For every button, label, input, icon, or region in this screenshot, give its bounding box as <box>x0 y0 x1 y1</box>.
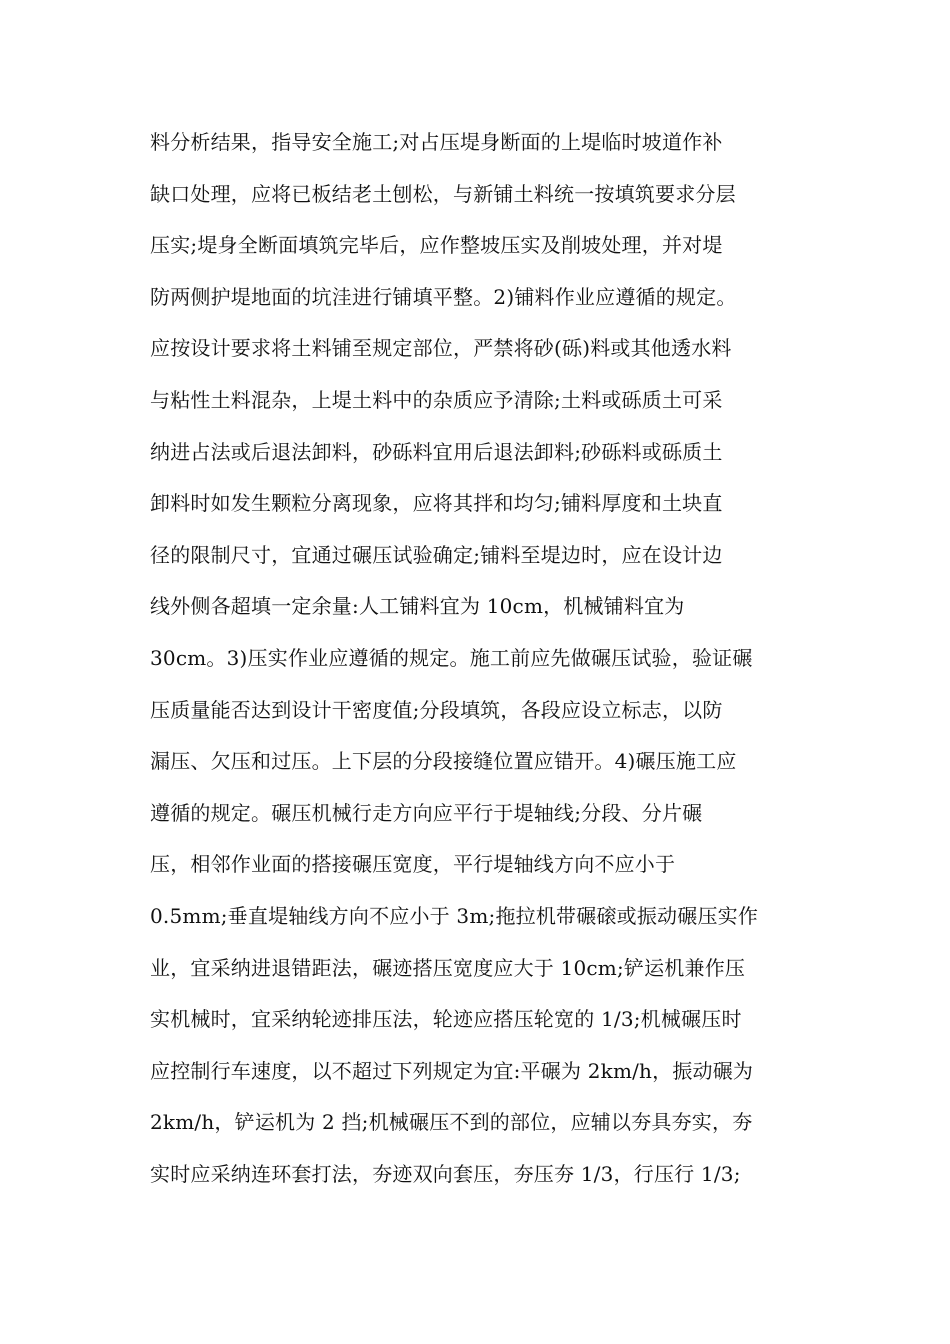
text-line: 纳进占法或后退法卸料，砂砾料宜用后退法卸料;砂砾料或砾质土 <box>150 439 723 464</box>
text-line: 应按设计要求将土料铺至规定部位，严禁将砂(砾)料或其他透水料 <box>150 336 732 361</box>
text-line: 线外侧各超填一定余量:人工铺料宜为 10cm，机械铺料宜为 <box>150 594 685 619</box>
text-line: 业，宜采纳进退错距法，碾迹搭压宽度应大于 10cm;铲运机兼作压 <box>150 955 746 980</box>
text-line: 应控制行车速度，以不超过下列规定为宜:平碾为 2km/h，振动碾为 <box>150 1058 754 1083</box>
text-line: 实机械时，宜采纳轮迹排压法，轮迹应搭压轮宽的 1/3;机械碾压时 <box>150 1007 742 1032</box>
text-line: 0.5mm;垂直堤轴线方向不应小于 3m;拖拉机带碾磙或振动碾压实作 <box>150 903 759 928</box>
text-line: 漏压、欠压和过压。上下层的分段接缝位置应错开。4)碾压施工应 <box>150 749 737 774</box>
text-line: 2km/h，铲运机为 2 挡;机械碾压不到的部位，应辅以夯具夯实，夯 <box>150 1110 753 1135</box>
body-text <box>150 117 810 1200</box>
text-line: 30cm。3)压实作业应遵循的规定。施工前应先做碾压试验，验证碾 <box>150 645 753 670</box>
text-line: 压质量能否达到设计干密度值;分段填筑，各段应设立标志，以防 <box>150 697 723 722</box>
text-line: 防两侧护堤地面的坑洼进行铺填平整。2)铺料作业应遵循的规定。 <box>150 284 737 309</box>
text-line: 卸料时如发生颗粒分离现象，应将其拌和均匀;铺料厚度和土块直 <box>150 491 723 516</box>
text-line: 压，相邻作业面的搭接碾压宽度，平行堤轴线方向不应小于 <box>150 852 676 877</box>
text-line: 缺口处理，应将已板结老土刨松，与新铺土料统一按填筑要求分层 <box>150 181 736 206</box>
text-line: 实时应采纳连环套打法，夯迹双向套压，夯压夯 1/3，行压行 1/3; <box>150 1161 741 1186</box>
text-line: 与粘性土料混杂，上堤土料中的杂质应予清除;土料或砾质土可采 <box>150 387 723 412</box>
text-line: 压实;堤身全断面填筑完毕后，应作整坡压实及削坡处理，并对堤 <box>150 233 723 258</box>
text-line: 径的限制尺寸，宜通过碾压试验确定;铺料至堤边时，应在设计边 <box>150 542 723 567</box>
text-line: 料分析结果，指导安全施工;对占压堤身断面的上堤临时坡道作补 <box>150 130 723 154</box>
text-line: 遵循的规定。碾压机械行走方向应平行于堤轴线;分段、分片碾 <box>150 800 703 825</box>
